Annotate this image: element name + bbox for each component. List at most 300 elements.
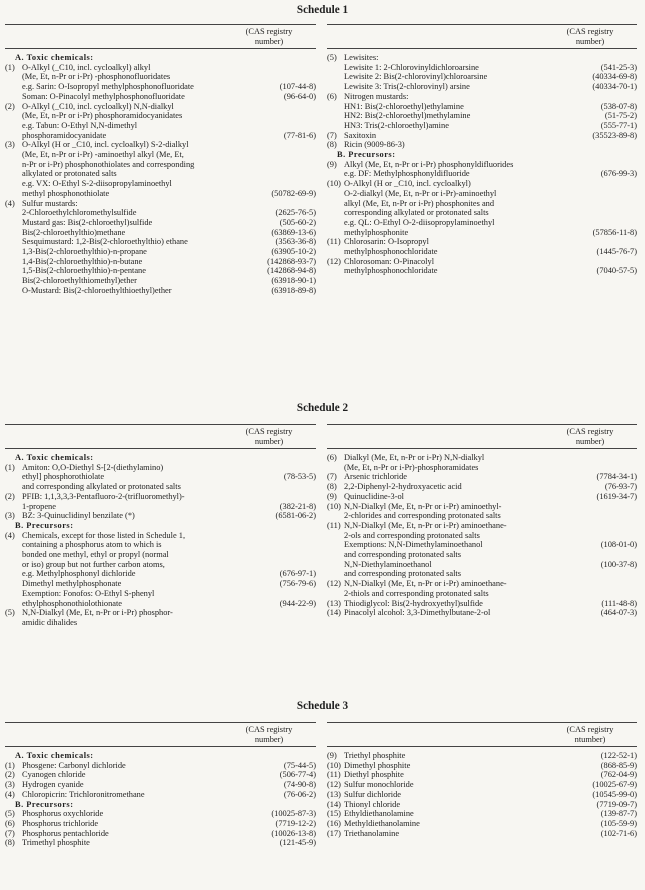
item-number: (10) bbox=[327, 501, 341, 511]
list-item bbox=[327, 800, 637, 810]
chemical-name: Dialkyl (Me, Et, n-Pr or i-Pr) N,N-dialkyl bbox=[344, 453, 485, 462]
list-item bbox=[327, 780, 637, 790]
list-item bbox=[5, 82, 316, 92]
list-item bbox=[5, 761, 316, 771]
entry-list bbox=[5, 53, 316, 296]
list-item bbox=[5, 608, 316, 618]
chemical-name: e.g. QL: O-Ethyl O-2-diisopropylaminoethyl bbox=[344, 217, 495, 227]
cas-number: (10025-67-9) bbox=[592, 780, 637, 790]
cas-number: (74-90-8) bbox=[283, 780, 316, 790]
cas-number: (96-64-0) bbox=[283, 91, 316, 101]
chemical-name: Lewisite 3: Tris(2-chlorovinyl) arsine bbox=[344, 82, 470, 92]
item-number: (17) bbox=[327, 828, 341, 838]
item-number: (2) bbox=[5, 491, 15, 501]
chemical-name: 2-ols and corresponding protonated salts bbox=[344, 530, 480, 540]
item-number: (2) bbox=[5, 101, 15, 111]
list-item bbox=[5, 540, 316, 550]
cas-number: (555-77-1) bbox=[600, 120, 637, 130]
item-number: (2) bbox=[5, 770, 15, 780]
list-item bbox=[327, 531, 637, 541]
chemical-name: Saxitoxin bbox=[344, 130, 377, 140]
list-item bbox=[5, 150, 316, 160]
list-item bbox=[327, 237, 637, 247]
list-item bbox=[5, 218, 316, 228]
item-number: (12) bbox=[327, 780, 341, 790]
divider bbox=[327, 424, 637, 425]
chemical-name: Dimethyl phosphite bbox=[344, 760, 411, 770]
list-item bbox=[5, 131, 316, 141]
cas-number: (111-48-8) bbox=[601, 598, 637, 608]
item-number: (7) bbox=[327, 472, 337, 482]
cas-number: (63905-10-2) bbox=[271, 247, 316, 257]
list-item bbox=[5, 790, 316, 800]
chemical-name: Phosgene: Carbonyl dichloride bbox=[22, 760, 126, 770]
divider bbox=[5, 746, 316, 747]
list-item bbox=[327, 72, 637, 82]
item-number: (12) bbox=[327, 579, 341, 589]
schedule-2-title: Schedule 2 bbox=[296, 402, 349, 414]
list-item bbox=[5, 492, 316, 502]
item-number: (10) bbox=[327, 760, 341, 770]
cas-number: (63918-89-8) bbox=[271, 285, 316, 295]
list-item bbox=[5, 92, 316, 102]
chemical-name: 1,5-Bis(2-chloroethylthio)-n-pentane bbox=[22, 266, 146, 276]
list-item bbox=[327, 511, 637, 521]
cas-number: (50782-69-9) bbox=[271, 188, 316, 198]
chemical-name: N,N-Dialkyl (Me, Et, n-Pr or i-Pr) aminoethane- bbox=[344, 520, 507, 530]
divider bbox=[5, 424, 316, 425]
chemical-name: ethylphosphonothiolothionate bbox=[22, 598, 123, 608]
cas-number: (506-77-4) bbox=[279, 770, 316, 780]
item-number: (15) bbox=[327, 809, 341, 819]
cas-number: (51-75-2) bbox=[604, 111, 637, 121]
chemical-name: Exemptions: N,N-Dimethylaminoethanol bbox=[344, 540, 483, 550]
chemical-name: Triethanolamine bbox=[344, 828, 400, 838]
cas-number: (10026-13-8) bbox=[271, 828, 316, 838]
list-item bbox=[5, 809, 316, 819]
chemical-name: Chlorosoman: O-Pinacolyl bbox=[344, 256, 435, 266]
chemical-name: Dimethyl methylphosphonate bbox=[22, 579, 122, 589]
section-heading: A. Toxic chemicals: bbox=[15, 453, 94, 462]
list-item bbox=[5, 569, 316, 579]
chemical-name: Bis(2-chloroethylthio)methane bbox=[22, 227, 126, 237]
chemical-name: Methyldiethanolamine bbox=[344, 818, 420, 828]
chemical-name: alkyl (Me, Et, n-Pr or i-Pr) phosphonites and bbox=[344, 198, 495, 208]
chemical-name: (Me, Et, n-Pr or i-Pr) phosphoramidocyanidates bbox=[22, 111, 183, 121]
chemical-name: alkylated or protonated salts bbox=[22, 169, 117, 179]
list-item bbox=[5, 463, 316, 473]
cas-number: (142868-94-8) bbox=[267, 266, 316, 276]
list-item bbox=[5, 228, 316, 238]
list-item bbox=[327, 189, 637, 199]
cas-number: (7719-09-7) bbox=[596, 799, 637, 809]
list-item bbox=[327, 589, 637, 599]
chemical-name: e.g. VX: O-Ethyl S-2-diisopropylaminoethyl bbox=[22, 179, 172, 189]
divider bbox=[5, 24, 316, 25]
cas-header: (CAS registry number) bbox=[245, 27, 293, 46]
list-item bbox=[5, 276, 316, 286]
cas-number: (40334-70-1) bbox=[592, 82, 637, 92]
item-number: (6) bbox=[5, 818, 15, 828]
chemical-name: Chloropicrin: Trichloronitromethane bbox=[22, 789, 145, 799]
list-item bbox=[327, 463, 637, 473]
item-number: (9) bbox=[327, 159, 337, 169]
divider bbox=[327, 24, 637, 25]
list-item bbox=[327, 482, 637, 492]
chemical-name: 2-Chloroethylchloromethylsulfide bbox=[22, 208, 137, 218]
cas-number: (505-60-2) bbox=[279, 217, 316, 227]
list-item bbox=[5, 140, 316, 150]
chemical-name: Phosphorus pentachloride bbox=[22, 828, 109, 838]
list-item bbox=[327, 599, 637, 609]
cas-number: (75-44-5) bbox=[283, 760, 316, 770]
list-item bbox=[5, 63, 316, 73]
list-item bbox=[327, 131, 637, 141]
chemical-name: and corresponding alkylated or protonated salts bbox=[22, 482, 181, 492]
chemical-name: Trimethyl phosphite bbox=[22, 838, 90, 848]
list-item bbox=[327, 579, 637, 589]
item-number: (6) bbox=[327, 453, 337, 462]
chemical-name: Ethyldiethanolamine bbox=[344, 809, 414, 819]
chemical-name: 1-propene bbox=[22, 501, 56, 511]
chemical-name: Exemption: Fonofos: O-Ethyl S-phenyl bbox=[22, 588, 155, 598]
cas-number: (868-85-9) bbox=[600, 760, 637, 770]
chemical-name: Alkyl (Me, Et, n-Pr or i-Pr) phosphonyldifluorides bbox=[344, 159, 514, 169]
item-number: (8) bbox=[327, 482, 337, 492]
cas-number: (464-07-3) bbox=[600, 608, 637, 618]
list-item bbox=[5, 770, 316, 780]
item-number: (14) bbox=[327, 799, 341, 809]
cas-number: (77-81-6) bbox=[283, 130, 316, 140]
chemical-name: phosphoramidocyanidate bbox=[22, 130, 107, 140]
list-item bbox=[5, 829, 316, 839]
list-item bbox=[327, 228, 637, 238]
chemical-name: methylphosphonochloridate bbox=[344, 247, 438, 257]
chemical-name: Pinacolyl alcohol: 3,3-Dimethylbutane-2-ol bbox=[344, 608, 491, 618]
schedule-3-title: Schedule 3 bbox=[296, 700, 349, 712]
list-item bbox=[5, 160, 316, 170]
chemical-name: Soman: O-Pinacolyl methylphosphonofluoridate bbox=[22, 91, 185, 101]
list-item bbox=[5, 819, 316, 829]
item-number: (10) bbox=[327, 179, 341, 189]
item-number: (9) bbox=[327, 751, 337, 760]
list-item bbox=[327, 169, 637, 179]
list-item bbox=[5, 472, 316, 482]
cas-header: (CAS registry number) bbox=[566, 427, 614, 446]
chemical-name: Cyanogen chloride bbox=[22, 770, 86, 780]
cas-number: (10025-87-3) bbox=[271, 809, 316, 819]
item-number: (14) bbox=[327, 608, 341, 618]
section-heading: A. Toxic chemicals: bbox=[15, 751, 94, 760]
list-item bbox=[327, 111, 637, 121]
chemical-name: methylphosphonite bbox=[344, 227, 409, 237]
chemical-name: O-Alkyl (H or _C10, incl. cycloalkyl) bbox=[344, 179, 471, 189]
list-item bbox=[327, 608, 637, 618]
divider bbox=[5, 448, 316, 449]
list-item bbox=[327, 761, 637, 771]
chemical-name: Arsenic trichloride bbox=[344, 472, 408, 482]
chemical-name: methyl phosphonothiolate bbox=[22, 188, 110, 198]
chemical-name: 2,2-Diphenyl-2-hydroxyacetic acid bbox=[344, 482, 462, 492]
list-item bbox=[5, 599, 316, 609]
list-item bbox=[5, 579, 316, 589]
divider bbox=[327, 722, 637, 723]
item-number: (12) bbox=[327, 256, 341, 266]
cas-number: (7784-34-1) bbox=[596, 472, 637, 482]
chemical-name: e.g. DF: Methylphosphonyldifluoride bbox=[344, 169, 470, 179]
chemical-name: e.g. Methylphosphonyl dichloride bbox=[22, 569, 136, 579]
chemical-name: Sulfur dichloride bbox=[344, 789, 401, 799]
item-number: (13) bbox=[327, 789, 341, 799]
chemical-name: methylphosphonochloridate bbox=[344, 266, 438, 276]
chemical-name: N,N-Dialkyl (Me, Et, n-Pr or i-Pr) aminoethane- bbox=[344, 579, 507, 589]
chemical-name: Hydrogen cyanide bbox=[22, 780, 84, 790]
list-item bbox=[5, 286, 316, 296]
cas-number: (3563-36-8) bbox=[275, 237, 316, 247]
cas-number: (100-37-8) bbox=[600, 559, 637, 569]
divider bbox=[327, 448, 637, 449]
chemical-name: Nitrogen mustards: bbox=[344, 91, 409, 101]
list-item bbox=[5, 257, 316, 267]
list-item bbox=[327, 199, 637, 209]
cas-number: (10545-99-0) bbox=[592, 789, 637, 799]
chemical-name: and corresponding protonated salts bbox=[344, 550, 461, 560]
chemical-name: e.g. Tabun: O-Ethyl N,N-dimethyl bbox=[22, 120, 138, 130]
item-number: (1) bbox=[5, 760, 15, 770]
list-item bbox=[5, 589, 316, 599]
item-number: (3) bbox=[5, 780, 15, 790]
list-item bbox=[5, 618, 316, 628]
list-item bbox=[327, 257, 637, 267]
item-number: (13) bbox=[327, 598, 341, 608]
divider bbox=[5, 722, 316, 723]
cas-number: (676-99-3) bbox=[600, 169, 637, 179]
chemical-name: Triethyl phosphite bbox=[344, 751, 406, 760]
item-number: (4) bbox=[5, 789, 15, 799]
chemical-name: O-Mustard: Bis(2-chloroethylthioethyl)ether bbox=[22, 285, 172, 295]
chemical-name: bonded one methyl, ethyl or propyl (normal bbox=[22, 550, 169, 560]
list-item bbox=[327, 829, 637, 839]
chemical-name: Lewisites: bbox=[344, 53, 379, 62]
item-number: (7) bbox=[327, 130, 337, 140]
list-item bbox=[327, 92, 637, 102]
list-item bbox=[5, 237, 316, 247]
cas-number: (121-45-9) bbox=[279, 838, 316, 848]
list-item bbox=[327, 453, 637, 463]
item-number: (11) bbox=[327, 520, 341, 530]
chemical-name: corresponding alkylated or protonated salts bbox=[344, 208, 489, 218]
list-item bbox=[327, 770, 637, 780]
chemical-name: 1,3-Bis(2-chloroethylthio)-n-propane bbox=[22, 247, 147, 257]
list-item bbox=[5, 121, 316, 131]
item-number: (7) bbox=[5, 828, 15, 838]
cas-number: (102-71-6) bbox=[600, 828, 637, 838]
chemical-name: Quinuclidine-3-ol bbox=[344, 491, 405, 501]
cas-number: (40334-69-8) bbox=[592, 72, 637, 82]
chemical-name: ethyl] phosphorothiolate bbox=[22, 472, 105, 482]
chemical-name: Bis(2-chloroethylthiomethyl)ether bbox=[22, 276, 137, 286]
list-item bbox=[327, 179, 637, 189]
cas-number: (108-01-0) bbox=[600, 540, 637, 550]
chemical-name: 1,4-Bis(2-chloroethylthio)-n-butane bbox=[22, 256, 143, 266]
entry-list bbox=[327, 751, 637, 838]
cas-number: (1619-34-7) bbox=[596, 491, 637, 501]
cas-number: (35523-89-8) bbox=[592, 130, 637, 140]
list-item bbox=[327, 140, 637, 150]
cas-header: (CAS registry number) bbox=[245, 725, 293, 744]
divider bbox=[327, 48, 637, 49]
cas-number: (944-22-9) bbox=[279, 598, 316, 608]
cas-number: (105-59-9) bbox=[600, 818, 637, 828]
cas-number: (78-53-5) bbox=[283, 472, 316, 482]
cas-number: (676-97-1) bbox=[279, 569, 316, 579]
chemical-name: N,N-Dialkyl (Me, Et, n-Pr or i-Pr) aminoethyl- bbox=[344, 501, 502, 511]
chemical-name: Phosphorus oxychloride bbox=[22, 809, 104, 819]
chemical-name: Chemicals, except for those listed in Schedule 1, bbox=[22, 530, 186, 540]
chemical-name: 2-chlorides and corresponding protonated salts bbox=[344, 511, 501, 521]
chemical-name: Diethyl phosphite bbox=[344, 770, 404, 780]
cas-number: (139-87-7) bbox=[600, 809, 637, 819]
list-item bbox=[327, 550, 637, 560]
chemical-name: Thiodiglycol: Bis(2-hydroxyethyl)sulfide bbox=[344, 598, 483, 608]
chemical-name: HN1: Bis(2-chloroethyl)ethylamine bbox=[344, 101, 464, 111]
chemical-name: e.g. Sarin: O-Isopropyl methylphosphonofluoridate bbox=[22, 82, 194, 92]
cas-number: (541-25-3) bbox=[600, 62, 637, 72]
item-number: (5) bbox=[5, 809, 15, 819]
cas-number: (63918-90-1) bbox=[271, 276, 316, 286]
cas-number: (57856-11-8) bbox=[592, 227, 637, 237]
chemical-name: N,N-Diethylaminoethanol bbox=[344, 559, 432, 569]
chemical-name: Ricin (9009-86-3) bbox=[344, 140, 405, 150]
chemical-name: HN3: Tris(2-chloroethyl)amine bbox=[344, 120, 449, 130]
list-item bbox=[5, 179, 316, 189]
list-item bbox=[327, 218, 637, 228]
item-number: (1) bbox=[5, 462, 15, 472]
chemical-name: 2-thiols and corresponding protonated salts bbox=[344, 588, 489, 598]
chemical-name: Sulfur monochloride bbox=[344, 780, 414, 790]
chemical-name: n-Pr or i-Pr) phosphonothiolates and corresponding bbox=[22, 159, 195, 169]
item-number: (11) bbox=[327, 770, 341, 780]
cas-number: (107-44-8) bbox=[279, 82, 316, 92]
chemical-name: Mustard gas: Bis(2-chloroethyl)sulfide bbox=[22, 217, 153, 227]
list-item bbox=[327, 102, 637, 112]
list-item bbox=[327, 121, 637, 131]
list-item bbox=[327, 560, 637, 570]
cas-number: (762-04-9) bbox=[600, 770, 637, 780]
chemical-name: O-Alkyl (_C10, incl. cycloalkyl) alkyl bbox=[22, 62, 151, 72]
cas-number: (7040-57-5) bbox=[596, 266, 637, 276]
entry-list bbox=[327, 453, 637, 618]
list-item bbox=[5, 199, 316, 209]
list-item bbox=[327, 502, 637, 512]
list-item bbox=[327, 208, 637, 218]
cas-number: (7719-12-2) bbox=[275, 818, 316, 828]
item-number: (3) bbox=[5, 511, 15, 521]
item-number: (6) bbox=[327, 91, 337, 101]
cas-number: (1445-76-7) bbox=[596, 247, 637, 257]
chemical-name: BZ: 3-Quinuclidinyl benzilate (*) bbox=[22, 511, 135, 521]
cas-number: (63869-13-6) bbox=[271, 227, 316, 237]
chemical-name: PFIB: 1,1,3,3,3-Pentafluoro-2-(trifluoromethyl)- bbox=[22, 491, 185, 501]
chemical-name: O-Alkyl (_C10, incl. cycloalkyl) N,N-dialkyl bbox=[22, 101, 174, 111]
chemical-name: Thionyl chloride bbox=[344, 799, 401, 809]
cas-number: (756-79-6) bbox=[279, 579, 316, 589]
chemical-name: or iso) group but not further carbon atoms, bbox=[22, 559, 165, 569]
list-item bbox=[5, 838, 316, 848]
list-item bbox=[327, 790, 637, 800]
schedule-1-title: Schedule 1 bbox=[296, 4, 349, 16]
chemical-name: Lewisite 1: 2-Chlorovinyldichloroarsine bbox=[344, 62, 479, 72]
item-number: (1) bbox=[5, 62, 15, 72]
list-item bbox=[327, 751, 637, 761]
chemical-name: O-2-dialkyl (Me, Et, n-Pr or i-Pr)-aminoethyl bbox=[344, 188, 497, 198]
cas-number: (2625-76-5) bbox=[275, 208, 316, 218]
list-item bbox=[327, 521, 637, 531]
list-item bbox=[327, 63, 637, 73]
section-heading: A. Toxic chemicals: bbox=[15, 53, 94, 62]
list-item bbox=[327, 472, 637, 482]
list-item bbox=[5, 560, 316, 570]
chemical-name: Amiton: O,O-Diethyl S-[2-(diethylamino) bbox=[22, 462, 164, 472]
cas-number: (538-07-8) bbox=[600, 101, 637, 111]
list-item bbox=[327, 160, 637, 170]
cas-header: (CAS registry number) bbox=[566, 27, 614, 46]
divider bbox=[5, 48, 316, 49]
chemical-name: Chlorosarin: O-Isopropyl bbox=[344, 237, 429, 247]
item-number: (4) bbox=[5, 198, 15, 208]
list-item bbox=[327, 266, 637, 276]
cas-header: (CAS registry ntumber) bbox=[566, 725, 614, 744]
chemical-name: (Me, Et, n-Pr or i-Pr) -aminoethyl alkyl (Me, Et, bbox=[22, 150, 184, 160]
chemical-name: Lewisite 2: Bis(2-chlorovinyl)chloroarsine bbox=[344, 72, 488, 82]
item-number: (5) bbox=[5, 608, 15, 618]
list-item bbox=[327, 53, 637, 63]
list-item bbox=[5, 111, 316, 121]
cas-number: (122-52-1) bbox=[600, 751, 637, 760]
list-item bbox=[327, 82, 637, 92]
chemical-name: N,N-Dialkyl (Me, Et, n-Pr or i-Pr) phosphor- bbox=[22, 608, 173, 618]
list-item bbox=[5, 482, 316, 492]
section-heading: B. Precursors: bbox=[15, 799, 74, 809]
list-item bbox=[5, 780, 316, 790]
item-number: (3) bbox=[5, 140, 15, 150]
item-number: (16) bbox=[327, 818, 341, 828]
list-item bbox=[5, 208, 316, 218]
item-number: (9) bbox=[327, 491, 337, 501]
list-item bbox=[5, 102, 316, 112]
section-heading: B. Precursors: bbox=[337, 150, 396, 160]
item-number: (8) bbox=[5, 838, 15, 848]
item-number: (4) bbox=[5, 530, 15, 540]
list-item bbox=[5, 511, 316, 521]
entry-list bbox=[5, 751, 316, 848]
chemical-name: containing a phosphorus atom to which is bbox=[22, 540, 162, 550]
chemical-name: Sulfur mustards: bbox=[22, 198, 78, 208]
cas-number: (6581-06-2) bbox=[275, 511, 316, 521]
item-number: (5) bbox=[327, 53, 337, 62]
list-item bbox=[5, 169, 316, 179]
list-item bbox=[327, 540, 637, 550]
list-item bbox=[5, 502, 316, 512]
chemical-name: HN2: Bis(2-chloroethyl)methylamine bbox=[344, 111, 471, 121]
item-number: (11) bbox=[327, 237, 341, 247]
list-item bbox=[327, 247, 637, 257]
list-item bbox=[5, 266, 316, 276]
chemical-name: and corresponding protonated salts bbox=[344, 569, 461, 579]
cas-number: (76-06-2) bbox=[283, 789, 316, 799]
list-item bbox=[327, 819, 637, 829]
section-heading: B. Precursors: bbox=[15, 520, 74, 530]
